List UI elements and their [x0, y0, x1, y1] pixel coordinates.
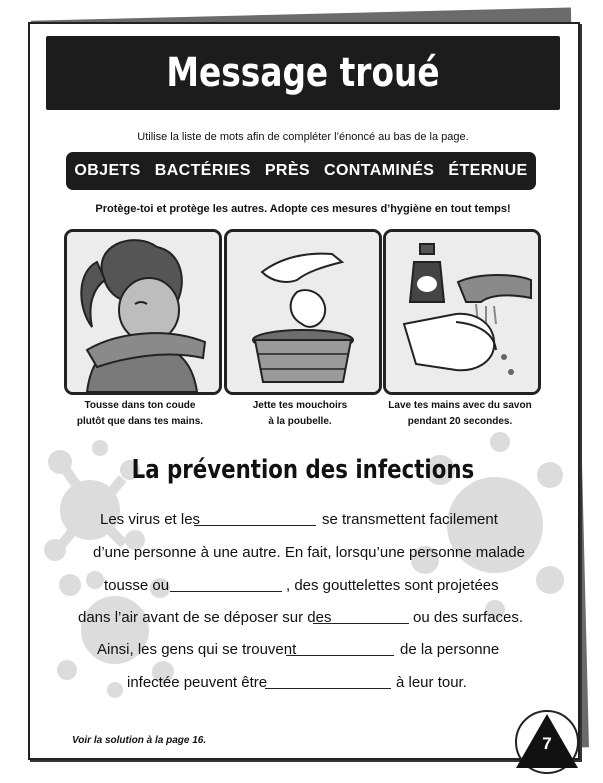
solution-footnote: Voir la solution à la page 16. [72, 735, 207, 746]
answer-blank[interactable] [286, 655, 394, 656]
paragraph-text: à leur tour. [396, 674, 467, 691]
word-bank-item: OBJETS [74, 162, 141, 179]
title-banner [46, 36, 560, 110]
paragraph-text: infectée peuvent être [127, 674, 268, 691]
panel-trash [224, 229, 382, 395]
paragraph-text: se transmettent facilement [322, 511, 498, 528]
panel-caption-line: Lave tes mains avec du savon [388, 400, 532, 411]
paragraph-text: de la personne [400, 641, 500, 658]
paragraph-text: Les virus et les [100, 511, 201, 528]
answer-blank[interactable] [194, 525, 316, 526]
word-bank-item: BACTÉRIES [154, 162, 251, 179]
word-bank-item: CONTAMINÉS [324, 162, 435, 179]
panel-caption [60, 398, 220, 430]
panel-caption-line: Jette tes mouchoirs [252, 400, 348, 411]
answer-blank[interactable] [265, 688, 391, 689]
tissue-trash-icon [227, 232, 379, 392]
handwashing-icon [386, 232, 538, 392]
paragraph-text: Ainsi, les gens qui se trouvent [97, 641, 297, 658]
paragraph-text: d’une personne à une autre. En fait, lorsqu’une personne malade [93, 544, 525, 561]
page-number: 7 [542, 734, 552, 753]
panel-caption [220, 398, 380, 430]
section-title [46, 455, 560, 485]
panel-caption-line: à la poubelle. [268, 416, 332, 427]
hygiene-subheading: Protège-toi et protège les autres. Adopte ces mesures d’hygiène en tout temps! [95, 203, 511, 215]
instruction-text: Utilise la liste de mots afin de compléter l’énoncé au bas de la page. [137, 131, 469, 143]
answer-blank[interactable] [313, 623, 409, 624]
paragraph-text: dans l’air avant de se déposer sur des [78, 609, 332, 626]
panel-cough [64, 229, 222, 395]
panel-handwash [383, 229, 541, 395]
paragraph-text: tousse ou [104, 577, 170, 594]
word-bank-item: PRÈS [264, 162, 310, 179]
paragraph-text: ou des surfaces. [413, 609, 524, 626]
paragraph-text: , des gouttelettes sont projetées [286, 577, 499, 594]
panel-caption [380, 398, 540, 430]
answer-blank[interactable] [170, 591, 282, 592]
panel-caption-line: Tousse dans ton coude [84, 400, 196, 411]
panel-caption-line: pendant 20 secondes. [407, 416, 513, 427]
page-title: Message troué [166, 50, 440, 96]
panel-caption-line: plutôt que dans tes mains. [76, 416, 204, 427]
word-bank [66, 152, 536, 190]
word-bank-item: ÉTERNUE [448, 162, 528, 179]
section-title-text: La prévention des infections [131, 455, 475, 485]
coughing-child-icon [67, 232, 219, 392]
